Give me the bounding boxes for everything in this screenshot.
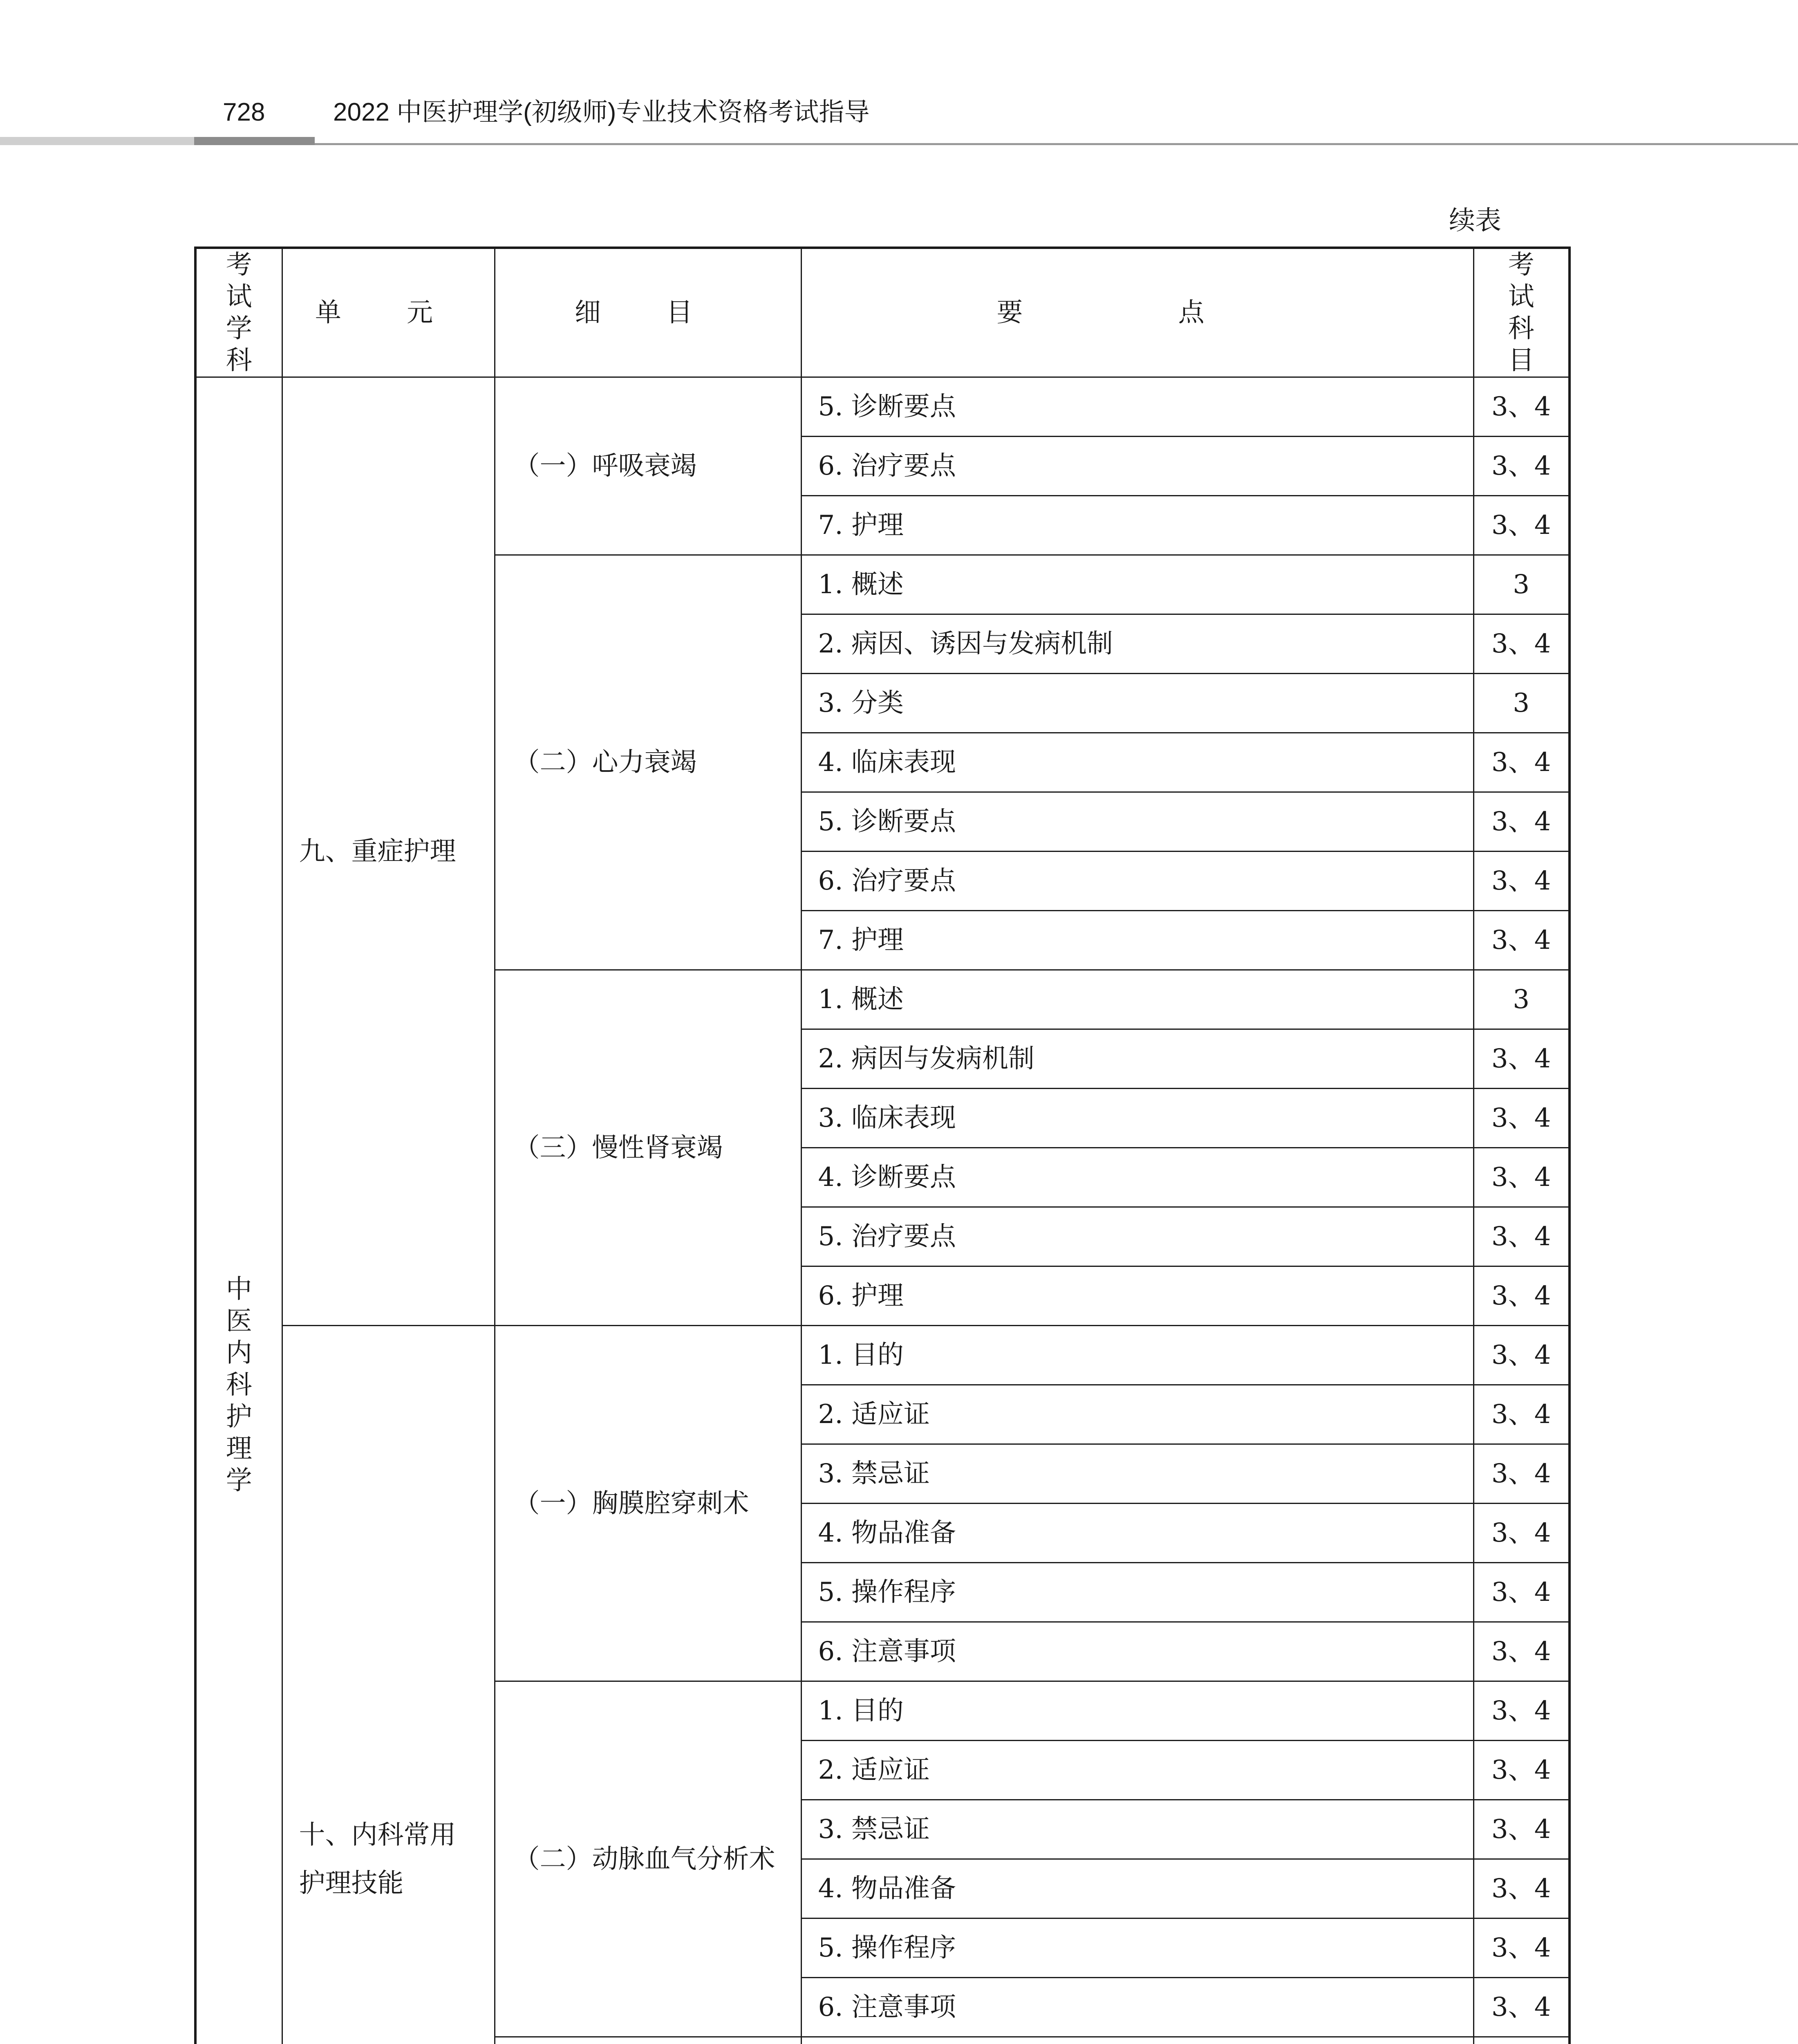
point-cell: 4. 物品准备 [801, 1859, 1473, 1918]
exam-code-cell: 3、4 [1473, 1385, 1570, 1444]
point-cell: 5. 操作程序 [801, 1918, 1473, 1978]
header-exam: 考试科目 [1473, 248, 1570, 377]
point-cell [801, 2037, 1473, 2044]
point-cell: 1. 目的 [801, 1326, 1473, 1385]
header-rule-dark [194, 137, 315, 145]
point-cell: 2. 病因、诱因与发病机制 [801, 614, 1473, 674]
item-cell: （一）呼吸衰竭 [495, 377, 801, 555]
exam-code-cell: 3、4 [1473, 852, 1570, 911]
point-cell: 3. 禁忌证 [801, 1800, 1473, 1859]
point-cell: 6. 注意事项 [801, 1978, 1473, 2037]
exam-code-cell: 3、4 [1473, 1266, 1570, 1326]
point-cell: 4. 物品准备 [801, 1504, 1473, 1563]
point-cell: 7. 护理 [801, 911, 1473, 970]
exam-code-cell: 3、4 [1473, 1741, 1570, 1800]
exam-code-cell: 3、4 [1473, 1089, 1570, 1148]
exam-code-cell: 3、4 [1473, 1800, 1570, 1859]
point-cell: 6. 护理 [801, 1266, 1473, 1326]
point-cell: 2. 适应证 [801, 1385, 1473, 1444]
exam-code-cell: 3、4 [1473, 733, 1570, 792]
point-cell: 2. 适应证 [801, 1741, 1473, 1800]
table-header-row [195, 248, 1570, 377]
exam-code-cell: 3、4 [1473, 614, 1570, 674]
exam-code-cell: 3、4 [1473, 1207, 1570, 1266]
point-cell: 6. 治疗要点 [801, 852, 1473, 911]
point-cell: 1. 目的 [801, 1681, 1473, 1741]
page-number: 728 [223, 98, 265, 126]
exam-code-cell: 3、4 [1473, 1681, 1570, 1741]
exam-code-cell: 3 [1473, 674, 1570, 733]
exam-code-cell: 3、4 [1473, 911, 1570, 970]
point-cell: 4. 临床表现 [801, 733, 1473, 792]
point-cell: 2. 病因与发病机制 [801, 1029, 1473, 1089]
point-cell: 6. 注意事项 [801, 1622, 1473, 1681]
exam-code-cell: 3、4 [1473, 1029, 1570, 1089]
exam-code-cell: 3、4 [1473, 437, 1570, 496]
syllabus-table [194, 247, 1571, 2044]
exam-code-cell: 3、4 [1473, 1918, 1570, 1978]
point-cell: 3. 分类 [801, 674, 1473, 733]
point-cell: 5. 诊断要点 [801, 377, 1473, 437]
exam-code-cell: 3、4 [1473, 496, 1570, 555]
point-cell: 6. 治疗要点 [801, 437, 1473, 496]
point-cell: 1. 概述 [801, 970, 1473, 1029]
exam-code-cell: 3、4 [1473, 1444, 1570, 1504]
point-cell: 7. 护理 [801, 496, 1473, 555]
continued-table-label: 续表 [1449, 206, 1501, 236]
table-row [195, 1326, 1570, 1385]
point-cell: 4. 诊断要点 [801, 1148, 1473, 1207]
item-cell: （二）动脉血气分析术 [495, 1681, 801, 2037]
unit-cell: 十、内科常用护理技能 [282, 1326, 495, 2044]
header-item: 细 目 [495, 248, 801, 377]
subject-cell: 中医内科护理学 [195, 377, 282, 2044]
item-cell: （一）胸膜腔穿刺术 [495, 1326, 801, 1681]
point-cell: 3. 临床表现 [801, 1089, 1473, 1148]
item-cell: （二）心力衰竭 [495, 555, 801, 970]
exam-code-cell: 3、4 [1473, 792, 1570, 852]
exam-code-cell: 3、4 [1473, 1148, 1570, 1207]
table-row [195, 377, 1570, 437]
point-cell: 1. 概述 [801, 555, 1473, 614]
exam-code-cell: 3、4 [1473, 1859, 1570, 1918]
unit-cell: 九、重症护理 [282, 377, 495, 1326]
exam-code-cell: 3、4 [1473, 377, 1570, 437]
header-points: 要 点 [801, 248, 1473, 377]
header-rule-line [315, 143, 1798, 145]
exam-code-cell: 3、4 [1473, 1326, 1570, 1385]
running-header-title: 2022 中医护理学(初级师)专业技术资格考试指导 [333, 98, 870, 126]
exam-code-cell: 3 [1473, 970, 1570, 1029]
point-cell: 3. 禁忌证 [801, 1444, 1473, 1504]
exam-code-cell: 3、4 [1473, 1563, 1570, 1622]
exam-code-cell: 3、4 [1473, 1622, 1570, 1681]
exam-code-cell: 3、4 [1473, 1978, 1570, 2037]
header-subject: 考试学科 [195, 248, 282, 377]
point-cell: 5. 操作程序 [801, 1563, 1473, 1622]
exam-code-cell [1473, 2037, 1570, 2044]
exam-code-cell: 3、4 [1473, 1504, 1570, 1563]
point-cell: 5. 治疗要点 [801, 1207, 1473, 1266]
item-cell [495, 2037, 801, 2044]
item-cell: （三）慢性肾衰竭 [495, 970, 801, 1326]
exam-code-cell: 3 [1473, 555, 1570, 614]
point-cell: 5. 诊断要点 [801, 792, 1473, 852]
header-unit: 单 元 [282, 248, 495, 377]
table-body [195, 377, 1570, 2044]
